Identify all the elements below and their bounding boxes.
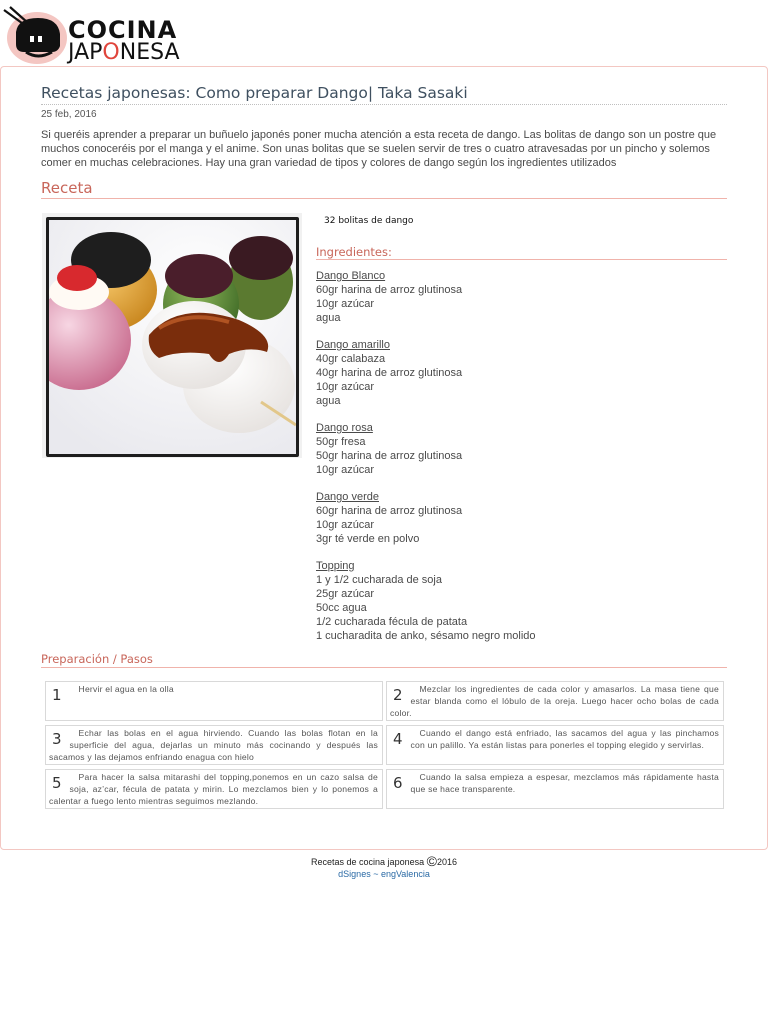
- ingredients-heading: Ingredientes:: [316, 245, 727, 260]
- step-text: Hervir el agua en la olla: [78, 684, 174, 694]
- ingredient-group: [316, 421, 726, 477]
- recipe-heading: Receta: [41, 179, 727, 199]
- dango-photo-frame: [42, 213, 302, 458]
- step-text: Mezclar los ingredientes de cada color y amasarlos. La masa tiene que estar blanda como el lóbulo de la oreja. Luego hacer ocho bolas de cada color.: [390, 684, 719, 718]
- ingredient-item: 40gr calabaza: [316, 353, 386, 365]
- step-text: Cuando la salsa empieza a espesar, mezclamos más rápidamente hasta que se hace transparente.: [410, 772, 719, 794]
- step-number: 1: [52, 686, 62, 704]
- ingredient-group: [316, 490, 726, 546]
- ingredient-item: 50cc agua: [316, 602, 367, 614]
- ingredient-item: agua: [316, 312, 341, 324]
- step-number: 5: [52, 774, 62, 792]
- step-text: Para hacer la salsa mitarashi del topping,ponemos en un cazo salsa de soja, az’car, fécula de patata y mirin. Lo mezclamos bien y lo ponemos a calentar a fuego lento mientras seguimos mezlando.: [49, 772, 378, 806]
- ingredient-group: [316, 269, 726, 325]
- step-box: [45, 769, 383, 809]
- ingredient-item: 10gr azúcar: [316, 298, 375, 310]
- ingredient-item: agua: [316, 395, 341, 407]
- step-box: [386, 681, 724, 721]
- article-title[interactable]: Recetas japonesas: Como preparar Dango| Taka Sasaki: [41, 84, 727, 105]
- ingredient-group-name: Dango rosa: [316, 422, 373, 434]
- ingredient-item: 10gr azúcar: [316, 519, 375, 531]
- step-box: [45, 681, 383, 721]
- step-box: [386, 725, 724, 765]
- footer-copyright: Recetas de cocina japonesa ©2016: [311, 853, 457, 869]
- ingredient-item: 25gr azúcar: [316, 588, 375, 600]
- ingredient-group-name: Dango verde: [316, 491, 379, 503]
- site-logo[interactable]: [2, 6, 192, 64]
- ingredient-group-name: Dango Blanco: [316, 270, 386, 282]
- footer-credits-link[interactable]: dSignes ~ engValencia: [338, 869, 430, 879]
- ingredients-list: [316, 269, 726, 656]
- article-intro: Si queréis aprender a preparar un buñuelo japonés poner mucha atención a esta receta de dango. Las bolitas de dango son un postre que muchos conoceréis por el manga y el anime. Son unas bolitas que se suelen servir de tres o cuatro atravesadas por un pincho y solemos comer en muchas celebraciones. Hay una gran variedad de tipos y colores de dango según los ingredientes utilizados: [41, 129, 717, 170]
- ingredient-item: 10gr azúcar: [316, 464, 375, 476]
- step-box: [386, 769, 724, 809]
- ingredient-item: 60gr harina de arroz glutinosa: [316, 284, 463, 296]
- step-text: Cuando el dango está enfriado, las sacamos del agua y las pinchamos con un palillo. Ya están listas para ponerles el topping elegido y servirlas.: [410, 728, 719, 750]
- ingredient-group: [316, 338, 726, 408]
- preparation-heading: Preparación / Pasos: [41, 652, 727, 668]
- ingredient-item: 3gr té verde en polvo: [316, 533, 420, 545]
- chef-mascot-icon: [2, 6, 68, 64]
- ingredient-group-name: Dango amarillo: [316, 339, 390, 351]
- ingredient-item: 50gr harina de arroz glutinosa: [316, 450, 463, 462]
- step-number: 4: [393, 730, 403, 748]
- step-number: 2: [393, 686, 403, 704]
- ingredient-item: 50gr fresa: [316, 436, 366, 448]
- servings-text: 32 bolitas de dango: [324, 216, 414, 226]
- preparation-steps: [45, 681, 725, 809]
- ingredient-item: 1 y 1/2 cucharada de soja: [316, 574, 442, 586]
- ingredient-group: [316, 559, 726, 643]
- step-number: 6: [393, 774, 403, 792]
- ingredient-group-name: Topping: [316, 560, 355, 572]
- step-box: [45, 725, 383, 765]
- ingredient-item: 60gr harina de arroz glutinosa: [316, 505, 463, 517]
- ingredient-item: 1/2 cucharada fécula de patata: [316, 616, 468, 628]
- ingredient-item: 1 cucharadita de anko, sésamo negro molido: [316, 630, 536, 642]
- logo-line-2: JAPONESA: [68, 40, 180, 65]
- logo-line-1: COCINA: [68, 16, 178, 44]
- ingredient-item: 10gr azúcar: [316, 381, 375, 393]
- step-text: Echar las bolas en el agua hirviendo. Cuando las bolas flotan en la superficie del agua, dejarlas un minuto más cocinando y después las sacamos y las dejamos enfriando enagua con hielo: [49, 728, 378, 762]
- article-date: 25 feb, 2016: [41, 109, 97, 120]
- step-number: 3: [52, 730, 62, 748]
- dango-photo: [46, 217, 299, 457]
- article-container: [0, 66, 768, 850]
- ingredient-item: 40gr harina de arroz glutinosa: [316, 367, 463, 379]
